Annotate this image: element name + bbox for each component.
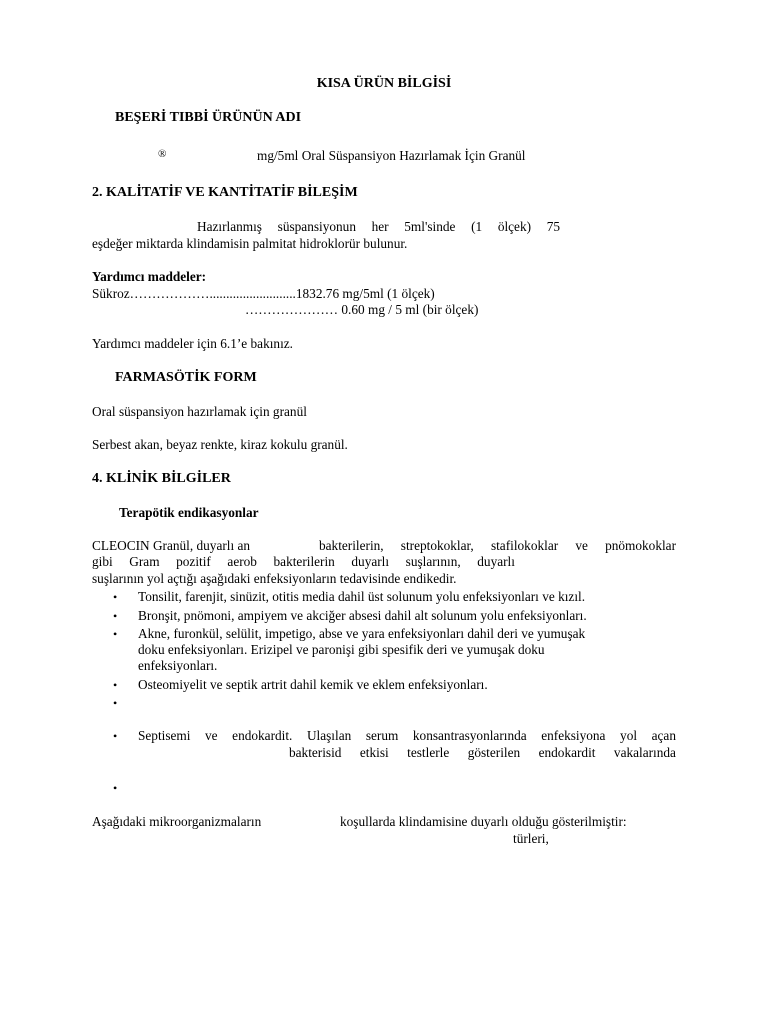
septisemi-word: endokardit. [232, 728, 293, 743]
composition-word: (1 [471, 219, 483, 234]
product-name: mg/5ml Oral Süspansiyon Hazırlamak İçin Granül [257, 148, 526, 163]
septisemi-word: gösterilen [467, 745, 521, 760]
excipients-heading: Yardımcı maddeler: [92, 269, 207, 284]
pharma-form-line-1: Oral süspansiyon hazırlamak için granül [92, 404, 307, 419]
septisemi-line-2 [289, 745, 676, 761]
excipient-second: ………………… 0.60 mg / 5 ml (bir ölçek) [245, 302, 479, 317]
intro-word: streptokoklar, [400, 538, 474, 553]
microorganisms-line-1-end: koşullarda klindamisine duyarlı olduğu gösterilmiştir: [340, 814, 627, 829]
indication-item: Osteomiyelit ve septik artrit dahil kemik ve eklem enfeksiyonları. [138, 677, 488, 692]
intro-word: stafilokoklar [490, 538, 559, 553]
bullet-marker: • [113, 627, 118, 641]
excipient-sucrose: Sükroz………………..........................1832.76 mg/5ml (1 ölçek) [92, 286, 435, 301]
septisemi-word: konsantrasyonlarında [412, 728, 527, 743]
composition-word: her [371, 219, 389, 234]
septisemi-word: endokardit [538, 745, 596, 760]
indication-item: Akne, furonkül, selülit, impetigo, abse ve yara enfeksiyonları dahil deri ve yumuşak [138, 626, 586, 641]
intro-line-2 [92, 554, 515, 570]
microorganisms-line-2: türleri, [513, 831, 549, 846]
intro-word: duyarlı [477, 554, 515, 569]
septisemi-word: serum [365, 728, 399, 743]
septisemi-word: Septisemi [138, 728, 191, 743]
intro-line-3: suşlarının yol açtığı aşağıdaki enfeksiyonların tedavisinde endikedir. [92, 571, 457, 586]
intro-word: gibi [92, 554, 113, 569]
indication-item-continued: enfeksiyonları. [138, 658, 218, 673]
intro-word: suşlarının, [405, 554, 461, 569]
intro-word: aerob [227, 554, 257, 569]
intro-word: bakterilerin [273, 554, 335, 569]
bullet-marker: • [113, 590, 118, 604]
microorganisms-line-1-start: Aşağıdaki mikroorganizmaların [92, 814, 262, 829]
intro-word: bakterilerin, [319, 538, 384, 553]
intro-word: pozitif [176, 554, 211, 569]
composition-word: 75 [546, 219, 560, 234]
indication-item: Tonsilit, farenjit, sinüzit, otitis media dahil üst solunum yolu enfeksiyonları ve kızıl. [138, 589, 586, 604]
intro-word: ve [575, 538, 588, 553]
section-3-heading: FARMASÖTİK FORM [115, 370, 257, 385]
composition-line-1 [197, 219, 560, 235]
bullet-marker: • [113, 678, 118, 692]
intro-word: duyarlı [351, 554, 390, 569]
composition-word: Hazırlanmış [197, 219, 262, 234]
septisemi-line-1 [138, 728, 676, 744]
document-title: KISA ÜRÜN BİLGİSİ [316, 76, 452, 91]
intro-word: Gram [129, 554, 160, 569]
bullet-marker: • [113, 729, 118, 743]
bullet-marker-empty: • [113, 696, 118, 710]
septisemi-word: Ulaşılan [306, 728, 352, 743]
intro-word: pnömokoklar [605, 538, 676, 553]
septisemi-word: etkisi [359, 745, 389, 760]
indication-item: Bronşit, pnömoni, ampiyem ve akciğer absesi dahil alt solunum yolu enfeksiyonları. [138, 608, 587, 623]
septisemi-word: enfeksiyona [541, 728, 606, 743]
intro-line-1-end [319, 538, 676, 554]
section-2-heading: 2. KALİTATİF VE KANTİTATİF BİLEŞİM [92, 185, 358, 200]
composition-word: süspansiyonun [277, 219, 356, 234]
septisemi-word: ve [205, 728, 218, 743]
bullet-marker: • [113, 609, 118, 623]
indication-item-continued: doku enfeksiyonları. Erizipel ve paronişi gibi spesifik deri ve yumuşak doku [138, 642, 545, 657]
indications-subheading: Terapötik endikasyonlar [119, 505, 259, 520]
intro-line-1-start: CLEOCIN Granül, duyarlı an [92, 538, 251, 553]
registered-mark: ® [158, 148, 167, 160]
septisemi-word: bakterisid [289, 745, 342, 760]
bullet-marker-empty: • [113, 781, 118, 795]
section-4-heading: 4. KLİNİK BİLGİLER [92, 471, 231, 486]
septisemi-word: vakalarında [613, 745, 676, 760]
section-1-heading: BEŞERİ TIBBİ ÜRÜNÜN ADI [115, 110, 302, 125]
septisemi-word: yol [620, 728, 638, 743]
pharma-form-line-2: Serbest akan, beyaz renkte, kiraz kokulu granül. [92, 437, 348, 452]
composition-line-2: eşdeğer miktarda klindamisin palmitat hidroklorür bulunur. [92, 236, 408, 251]
septisemi-word: testlerle [407, 745, 450, 760]
composition-word: ölçek) [497, 219, 532, 234]
septisemi-word: açan [651, 728, 676, 743]
excipients-note: Yardımcı maddeler için 6.1’e bakınız. [92, 336, 293, 351]
composition-word: 5ml'sinde [404, 219, 456, 234]
